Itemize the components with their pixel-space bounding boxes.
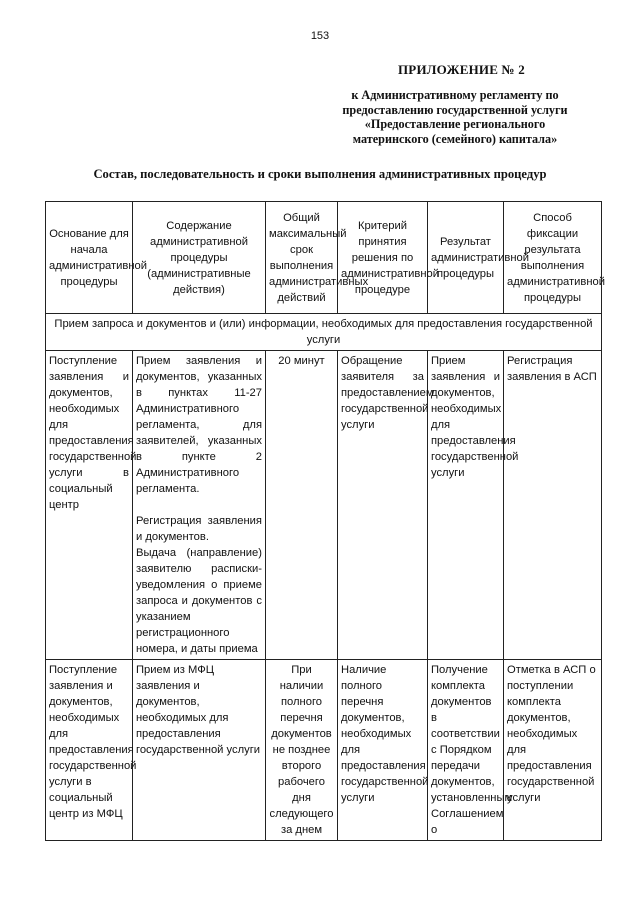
document-title: Состав, последовательность и сроки выполнения административных процедур bbox=[93, 167, 547, 181]
cell-term: 20 минут bbox=[266, 351, 338, 660]
content-paragraph: Регистрация заявления и документов. bbox=[136, 515, 262, 543]
cell-fixation: Регистрация заявления в АСП bbox=[504, 351, 602, 660]
cell-fixation: Отметка в АСП о поступлении комплекта документов, необходимых для предоставления государственной услуги bbox=[504, 660, 602, 841]
cell-basis: Поступление заявления и документов, необходимых для предоставления государственной услуги в социальный центр из МФЦ bbox=[46, 660, 133, 841]
page-number: 153 bbox=[310, 30, 330, 42]
cell-basis: Поступление заявления и документов, необходимых для предоставления государственной услуги в социальный центр bbox=[46, 351, 133, 660]
cell-term: При наличии полного перечня документов не позднее второго рабочего дня следующего за днем bbox=[266, 660, 338, 841]
content-paragraph: Прием заявления и документов, указанных в пунктах 11-27 Административного регламента, для заявителей, указанных в пункте 2 Административного регламента. bbox=[136, 355, 262, 495]
cell-content: Прием из МФЦ заявления и документов, необходимых для предоставления государственной услуги bbox=[133, 660, 266, 841]
appendix-ref-line: к Административному регламенту по bbox=[351, 88, 559, 102]
table-row bbox=[46, 660, 602, 841]
procedures-table bbox=[45, 201, 605, 841]
header-criterion: Критерий принятия решения по административной процедуре bbox=[338, 202, 428, 314]
cell-result: Прием заявления и документов, необходимых для предоставления государственной услуги bbox=[428, 351, 504, 660]
table-header-row bbox=[46, 202, 602, 314]
appendix-reference bbox=[330, 88, 580, 146]
cell-criterion: Обращение заявителя за предоставлением государственной услуги bbox=[338, 351, 428, 660]
header-term: Общий максимальный срок выполнения административных действий bbox=[266, 202, 338, 314]
header-content: Содержание административной процедуры (административные действия) bbox=[133, 202, 266, 314]
cell-content bbox=[133, 351, 266, 660]
appendix-ref-line: материнского (семейного) капитала» bbox=[352, 131, 558, 146]
section-row bbox=[46, 314, 602, 351]
content-paragraph: Выдача (направление) заявителю расписки-уведомления о приеме запроса и документов с указанием регистрационного номера, и даты приема bbox=[136, 547, 262, 655]
cell-result: Получение комплекта документов в соответствии с Порядком передачи документов, установленным Соглашением о bbox=[428, 660, 504, 841]
appendix-ref-line: «Предоставление регионального bbox=[364, 117, 546, 131]
header-basis: Основание для начала административной процедуры bbox=[46, 202, 133, 314]
header-result: Результат административной процедуры bbox=[428, 202, 504, 314]
header-fixation: Способ фиксации результата выполнения административной процедуры bbox=[504, 202, 602, 314]
section-title: Прием запроса и документов и (или) информации, необходимых для предоставления государственной услуги bbox=[46, 314, 602, 351]
table-row bbox=[46, 351, 602, 660]
appendix-title: ПРИЛОЖЕНИЕ № 2 bbox=[398, 62, 525, 77]
cell-criterion: Наличие полного перечня документов, необходимых для предоставления государственной услуги bbox=[338, 660, 428, 841]
appendix-ref-line: предоставлению государственной услуги bbox=[342, 102, 568, 117]
